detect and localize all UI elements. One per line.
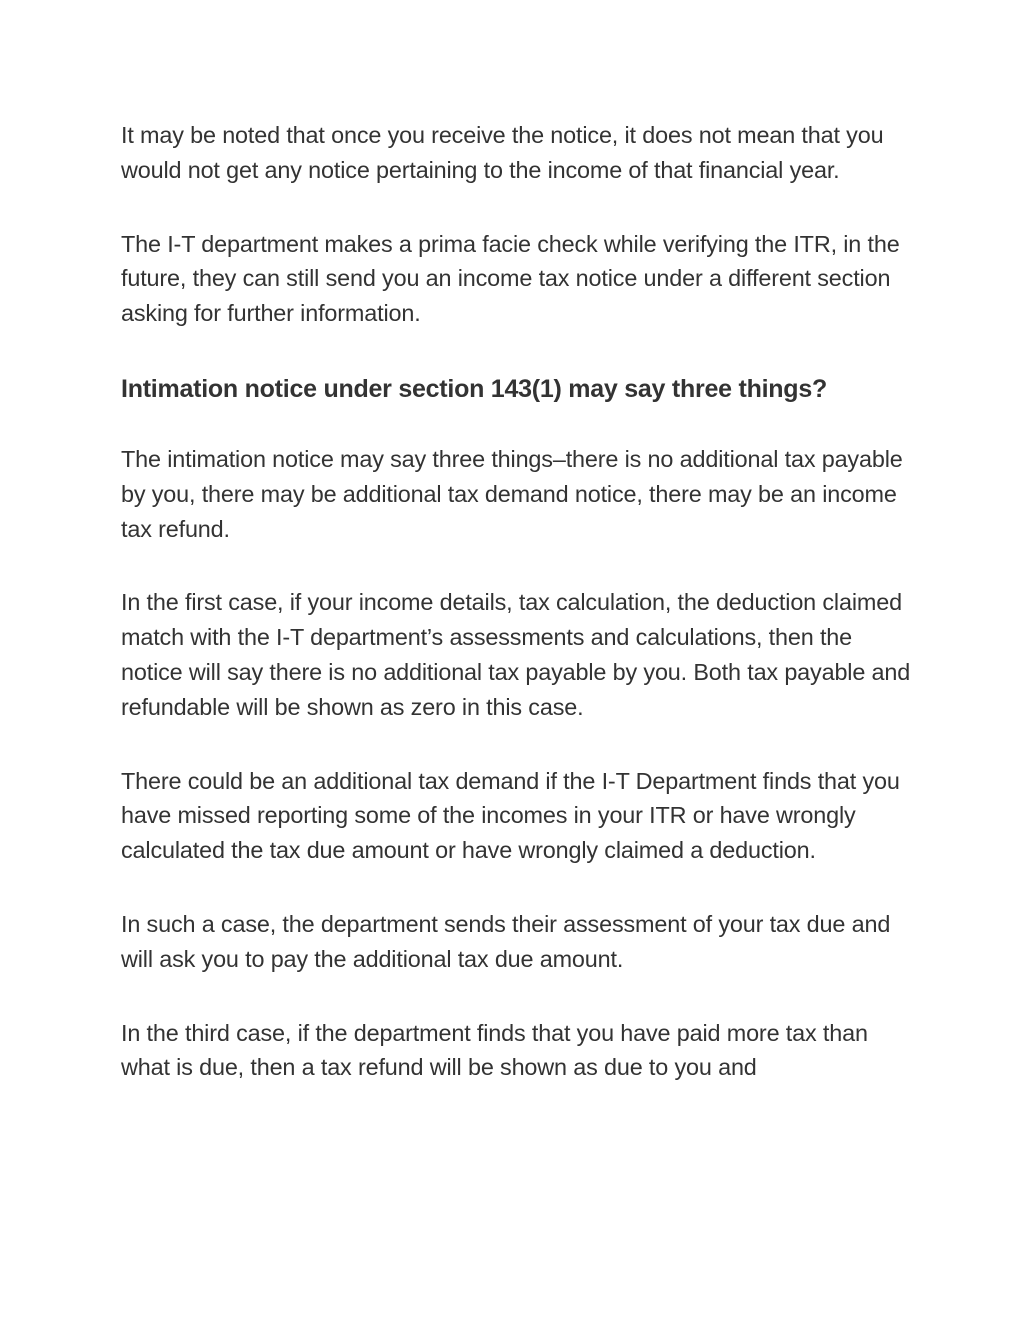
paragraph-third-case: In the third case, if the department finds that you have paid more tax than what is due, then a tax refund will be shown as due to you and	[121, 1019, 868, 1081]
paragraph-notice-validity: It may be noted that once you receive the notice, it does not mean that you would not get any notice pertaining to the income of that financial year.	[121, 122, 884, 183]
section-heading: Intimation notice under section 143(1) may say three things?	[121, 374, 827, 403]
document-page	[121, 118, 911, 1124]
paragraph-three-things: The intimation notice may say three things–there is no additional tax payable by you, there may be additional tax demand notice, there may be an income tax refund.	[121, 445, 903, 542]
paragraph-additional-demand: There could be an additional tax demand if the I-T Department finds that you have missed reporting some of the incomes in your ITR or have wrongly calculated the tax due amount or have wrongly claimed a deduction.	[121, 767, 900, 864]
paragraph-first-case: In the first case, if your income details, tax calculation, the deduction claimed match with the I-T department’s assessments and calculations, then the notice will say there is no additional tax payable by you. Both tax payable and refundable will be shown as zero in this case.	[121, 589, 911, 720]
paragraph-department-assessment: In such a case, the department sends their assessment of your tax due and will ask you to pay the additional tax due amount.	[121, 910, 891, 972]
paragraph-prima-facie-check: The I-T department makes a prima facie check while verifying the ITR, in the future, they can still send you an income tax notice under a different section asking for further information.	[121, 230, 900, 327]
